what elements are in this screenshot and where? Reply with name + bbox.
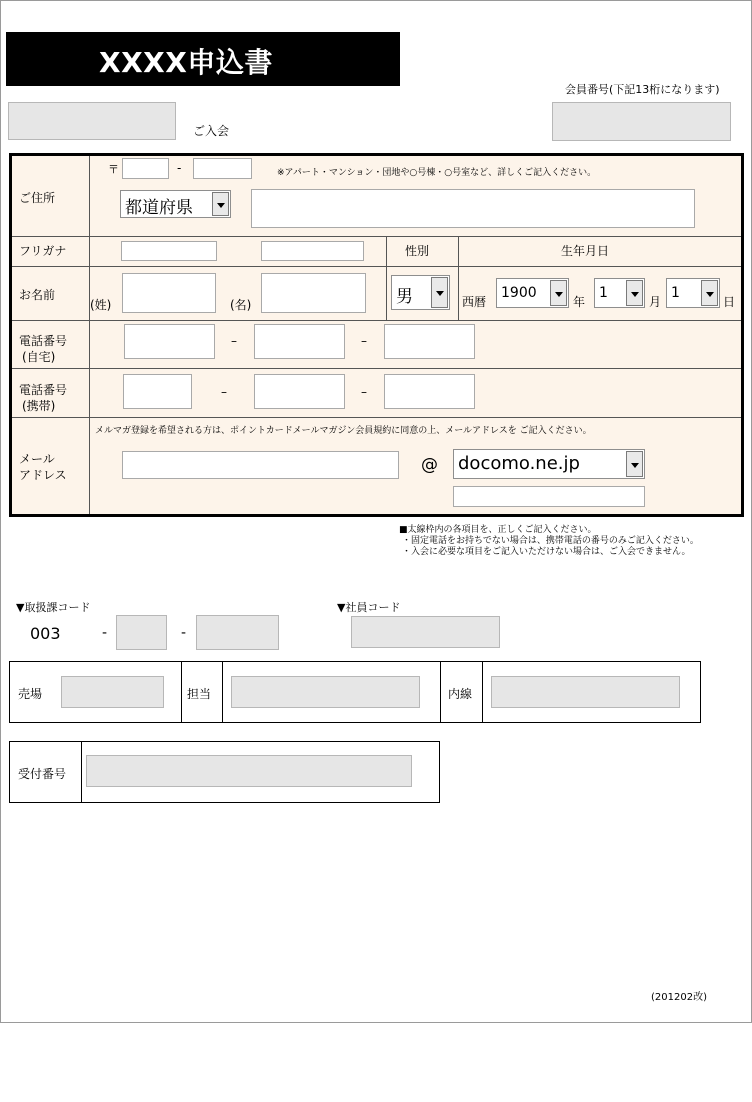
receipt-number-label: 受付番号 [18,767,67,781]
mobile-phone-sublabel: (携帯) [22,399,56,413]
revision-note: (201202改) [651,992,707,1003]
row-divider [12,368,741,369]
postal-code-first-input[interactable] [122,158,169,179]
home-phone-dash-2: – [361,334,367,348]
handling-dash-1: - [102,625,108,641]
email-label: メール [19,452,55,466]
birth-label: 生年月日 [561,244,610,258]
chevron-down-icon[interactable] [701,280,718,306]
member-number-field[interactable] [552,102,731,141]
birth-column-divider [458,236,459,320]
day-unit: 日 [723,295,736,309]
mobile-phone-label: 電話番号 [19,383,68,397]
note-line-1: ■太線枠内の各項目を、正しくご記入ください。 [399,525,597,535]
receipt-divider [81,742,82,802]
chevron-down-icon[interactable] [550,280,567,306]
staff-label: 担当 [187,687,212,701]
join-label: ご入会 [193,124,230,138]
store-divider [482,662,483,722]
note-line-2: ・固定電話をお持ちでない場合は、携帯電話の番号のみご記入ください。 [402,536,699,546]
birth-day-value: 1 [671,285,680,301]
birth-year-select[interactable] [496,278,569,308]
chevron-down-icon[interactable] [626,280,643,306]
mei-label: (名) [230,298,252,312]
birth-month-value: 1 [599,285,608,301]
name-mei-input[interactable] [261,273,366,313]
name-sei-input[interactable] [122,273,216,313]
label-column-divider [89,156,90,514]
join-date-field[interactable] [8,102,176,140]
month-unit: 月 [649,295,662,309]
store-divider [181,662,182,722]
receipt-number-field[interactable] [86,755,412,787]
postal-dash: - [177,161,182,175]
email-domain-value: docomo.ne.jp [458,453,580,474]
at-sign: @ [421,455,438,475]
home-phone-label: 電話番号 [19,334,68,348]
email-sublabel: アドレス [19,468,67,482]
furigana-sei-input[interactable] [121,241,217,261]
gender-label: 性別 [405,244,430,258]
form-title: XXXX申込書 [99,46,273,79]
home-phone-third-input[interactable] [384,324,475,359]
mobile-phone-second-input[interactable] [254,374,345,409]
extension-field[interactable] [491,676,680,708]
staff-field[interactable] [231,676,420,708]
email-note: メルマガ登録を希望される方は、ポイントカードメールマガジン会員規約に同意の上、メールアドレスを ご記入ください。 [95,426,592,436]
email-domain-other-input[interactable] [453,486,645,507]
email-local-input[interactable] [122,451,399,479]
mobile-phone-first-input[interactable] [123,374,192,409]
handling-dash-2: - [181,625,187,641]
email-domain-select[interactable] [453,449,645,479]
furigana-mei-input[interactable] [261,241,364,261]
era-label: 西暦 [462,295,487,309]
extension-label: 内線 [448,687,473,701]
note-line-3: ・入会に必要な項目をご記入いただけない場合は、ご入会できません。 [402,547,691,557]
home-phone-sublabel: (自宅) [22,350,56,364]
prefecture-select[interactable] [120,190,231,218]
home-phone-dash-1: – [231,334,237,348]
birth-day-select[interactable] [666,278,720,308]
handling-code-third-field[interactable] [196,615,279,650]
store-divider [440,662,441,722]
gender-select[interactable] [391,275,450,310]
birth-month-select[interactable] [594,278,645,308]
furigana-label: フリガナ [19,244,67,258]
postal-mark: 〒 [108,163,119,176]
store-divider [222,662,223,722]
gender-selected-value: 男 [396,287,413,307]
address-label: ご住所 [19,191,56,205]
handling-code-prefix: 003 [30,624,61,643]
mobile-phone-third-input[interactable] [384,374,475,409]
employee-code-field[interactable] [351,616,500,648]
handling-code-label: ▼取扱課コード [16,601,91,614]
gender-column-divider [386,236,387,320]
sei-label: (姓) [90,298,112,312]
chevron-down-icon[interactable] [431,277,448,308]
row-divider [12,266,741,267]
handling-code-second-field[interactable] [116,615,167,650]
birth-year-value: 1900 [501,285,537,301]
employee-code-label: ▼社員コード [337,601,401,614]
row-divider [12,417,741,418]
mobile-phone-dash-1: – [221,385,227,399]
chevron-down-icon[interactable] [626,451,643,477]
address-input[interactable] [251,189,695,228]
sales-floor-field[interactable] [61,676,164,708]
name-label: お名前 [19,288,56,302]
sales-floor-label: 売場 [18,687,43,701]
address-note: ※アパート・マンション・団地や○号棟・○号室など、詳しくご記入ください。 [277,168,597,178]
row-divider [12,236,741,237]
home-phone-second-input[interactable] [254,324,345,359]
chevron-down-icon[interactable] [212,192,229,216]
row-divider [12,320,741,321]
home-phone-first-input[interactable] [124,324,215,359]
mobile-phone-dash-2: – [361,385,367,399]
year-unit: 年 [573,295,586,309]
prefecture-selected-value: 都道府県 [125,198,193,218]
postal-code-second-input[interactable] [193,158,252,179]
member-number-note: 会員番号(下記13桁になります) [565,83,720,96]
